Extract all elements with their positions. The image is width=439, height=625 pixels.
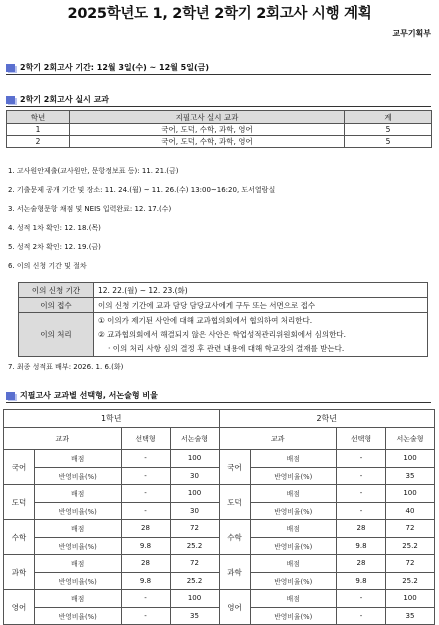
section-ratio <box>6 390 158 401</box>
col-header-essay: 서논술형 <box>170 428 219 450</box>
selective-value-cell: - <box>121 590 170 608</box>
subject-cell: 영어 <box>219 590 250 625</box>
row-label-cell: 반영비율(%) <box>250 537 337 555</box>
subject-cell: 국어 <box>4 450 35 485</box>
section-bullet-icon <box>6 64 15 72</box>
list-item: 5. 성적 2차 확인: 12. 19.(금) <box>8 243 101 251</box>
list-item: 3. 서논술형문항 채점 및 NEIS 입력완료: 12. 17.(수) <box>8 205 172 213</box>
selective-value-cell: - <box>121 450 170 468</box>
row-label-cell: 배점 <box>35 590 122 608</box>
subject-cell: 수학 <box>219 520 250 555</box>
table-row <box>7 124 432 136</box>
row-label-cell: 반영비율(%) <box>35 467 122 485</box>
essay-value-cell: 35 <box>386 607 435 625</box>
essay-value-cell: 25.2 <box>170 572 219 590</box>
selective-value-cell: - <box>337 485 386 503</box>
list-item: 6. 이의 신청 기간 및 절차 <box>8 262 87 270</box>
table-row <box>7 136 432 148</box>
essay-value-cell: 35 <box>170 607 219 625</box>
process-line: ① 이의가 제기된 사안에 대해 교과협의회에서 협의하여 처리한다. <box>98 315 313 325</box>
subject-cell: 과학 <box>4 555 35 590</box>
section-exam-period <box>6 62 209 73</box>
subject-cell: 영어 <box>4 590 35 625</box>
section-bullet-icon <box>6 392 15 400</box>
essay-value-cell: 35 <box>386 467 435 485</box>
grade-header-1: 1학년 <box>4 410 220 428</box>
section-subjects-label: 2학기 2회고사 실시 교과 <box>20 95 110 104</box>
subject-cell: 도덕 <box>4 485 35 520</box>
selective-value-cell: 28 <box>121 555 170 573</box>
subjects-cell: 국어, 도덕, 수학, 과학, 영어 <box>70 136 345 148</box>
row-label-cell: 반영비율(%) <box>35 607 122 625</box>
col-header-subject: 교과 <box>4 428 122 450</box>
selective-value-cell: - <box>337 590 386 608</box>
ratio-table <box>3 409 435 625</box>
row-label-cell: 배점 <box>35 555 122 573</box>
row-label-cell: 배점 <box>250 485 337 503</box>
table-row <box>4 450 435 468</box>
ratio-body <box>4 450 435 625</box>
subject-cell: 과학 <box>219 555 250 590</box>
subjects-cell: 국어, 도덕, 수학, 과학, 영어 <box>70 124 345 136</box>
section-bullet-icon <box>6 96 15 104</box>
col-header-total: 계 <box>345 111 432 124</box>
row-label-cell: 배점 <box>250 555 337 573</box>
selective-value-cell: 9.8 <box>121 537 170 555</box>
section-ratio-label: 지필고사 교과별 선택형, 서논술형 비율 <box>20 391 158 400</box>
list-item: 7. 최종 성적표 배부: 2026. 1. 6.(화) <box>8 363 124 371</box>
grade-cell: 1 <box>7 124 70 136</box>
row-label-cell: 반영비율(%) <box>250 607 337 625</box>
row-label-cell: 반영비율(%) <box>35 502 122 520</box>
list-item: 2. 기출문제 공개 기간 및 장소: 11. 24.(월) ~ 11. 26.(수) 13:00~16:20, 도서열람실 <box>8 186 276 194</box>
selective-value-cell: - <box>337 502 386 520</box>
essay-value-cell: 30 <box>170 467 219 485</box>
selective-value-cell: 9.8 <box>337 537 386 555</box>
essay-value-cell: 40 <box>386 502 435 520</box>
total-cell: 5 <box>345 124 432 136</box>
table-row <box>4 520 435 538</box>
row-label-cell: 배점 <box>35 520 122 538</box>
section-divider <box>6 402 431 403</box>
grade-header-2: 2학년 <box>219 410 435 428</box>
list-item: 1. 고사원안제출(교사원안, 문항정보표 등): 11. 21.(금) <box>8 167 179 175</box>
grade-cell: 2 <box>7 136 70 148</box>
subject-cell: 수학 <box>4 520 35 555</box>
selective-value-cell: - <box>337 467 386 485</box>
selective-value-cell: - <box>121 502 170 520</box>
process-line: ② 교과협의회에서 해결되지 않은 사안은 학업성적관리위원회에서 심의한다. <box>98 329 347 339</box>
selective-value-cell: - <box>337 607 386 625</box>
receipt-value: 이의 신청 기간에 교과 담당 담당교사에게 구두 또는 서면으로 접수 <box>94 298 428 313</box>
row-label-cell: 배점 <box>35 450 122 468</box>
essay-value-cell: 72 <box>386 520 435 538</box>
row-label-cell: 반영비율(%) <box>250 502 337 520</box>
row-label-cell: 반영비율(%) <box>35 572 122 590</box>
essay-value-cell: 30 <box>170 502 219 520</box>
selective-value-cell: - <box>121 467 170 485</box>
essay-value-cell: 100 <box>170 450 219 468</box>
col-header-grade: 학년 <box>7 111 70 124</box>
row-label-cell: 반영비율(%) <box>35 537 122 555</box>
selective-value-cell: 9.8 <box>121 572 170 590</box>
section-exam-period-label: 2학기 2회고사 기간: 12월 3일(수) ~ 12월 5일(금) <box>20 63 210 72</box>
row-label-cell: 배점 <box>35 485 122 503</box>
selective-value-cell: 28 <box>337 520 386 538</box>
col-header-selective: 선택형 <box>121 428 170 450</box>
essay-value-cell: 72 <box>170 520 219 538</box>
essay-value-cell: 25.2 <box>170 537 219 555</box>
table-row <box>4 555 435 573</box>
essay-value-cell: 100 <box>386 590 435 608</box>
essay-value-cell: 100 <box>170 485 219 503</box>
selective-value-cell: 28 <box>337 555 386 573</box>
selective-value-cell: - <box>121 607 170 625</box>
process-label: 이의 처리 <box>19 313 94 357</box>
period-label: 이의 신청 기간 <box>19 283 94 298</box>
col-header-subject: 교과 <box>219 428 337 450</box>
row-label-cell: 반영비율(%) <box>250 572 337 590</box>
process-line: · 이의 처리 사항 심의 결정 후 관련 내용에 대해 학교장의 결재를 받는다. <box>108 343 345 353</box>
total-cell: 5 <box>345 136 432 148</box>
department-label: 교무기획부 <box>392 29 431 38</box>
selective-value-cell: - <box>337 450 386 468</box>
essay-value-cell: 100 <box>170 590 219 608</box>
essay-value-cell: 72 <box>386 555 435 573</box>
objection-procedure-table <box>18 282 428 357</box>
process-value <box>94 313 428 357</box>
period-value: 12. 22.(월) ~ 12. 23.(화) <box>94 283 428 298</box>
receipt-label: 이의 접수 <box>19 298 94 313</box>
subject-cell: 국어 <box>219 450 250 485</box>
row-label-cell: 배점 <box>250 520 337 538</box>
row-label-cell: 반영비율(%) <box>250 467 337 485</box>
section-subjects <box>6 94 109 105</box>
selective-value-cell: - <box>121 485 170 503</box>
subject-cell: 도덕 <box>219 485 250 520</box>
list-item: 4. 성적 1차 확인: 12. 18.(목) <box>8 224 101 232</box>
subjects-table <box>6 110 432 148</box>
page-title: 2025학년도 1, 2학년 2학기 2회고사 시행 계획 <box>67 6 372 22</box>
row-label-cell: 배점 <box>250 450 337 468</box>
essay-value-cell: 25.2 <box>386 537 435 555</box>
table-row <box>4 485 435 503</box>
essay-value-cell: 100 <box>386 485 435 503</box>
col-header-subjects: 지필고사 실시 교과 <box>70 111 345 124</box>
section-divider <box>6 74 431 75</box>
essay-value-cell: 100 <box>386 450 435 468</box>
essay-value-cell: 25.2 <box>386 572 435 590</box>
selective-value-cell: 28 <box>121 520 170 538</box>
essay-value-cell: 72 <box>170 555 219 573</box>
section-divider <box>6 106 431 107</box>
table-row <box>4 590 435 608</box>
selective-value-cell: 9.8 <box>337 572 386 590</box>
col-header-selective: 선택형 <box>337 428 386 450</box>
row-label-cell: 배점 <box>250 590 337 608</box>
col-header-essay: 서논술형 <box>386 428 435 450</box>
